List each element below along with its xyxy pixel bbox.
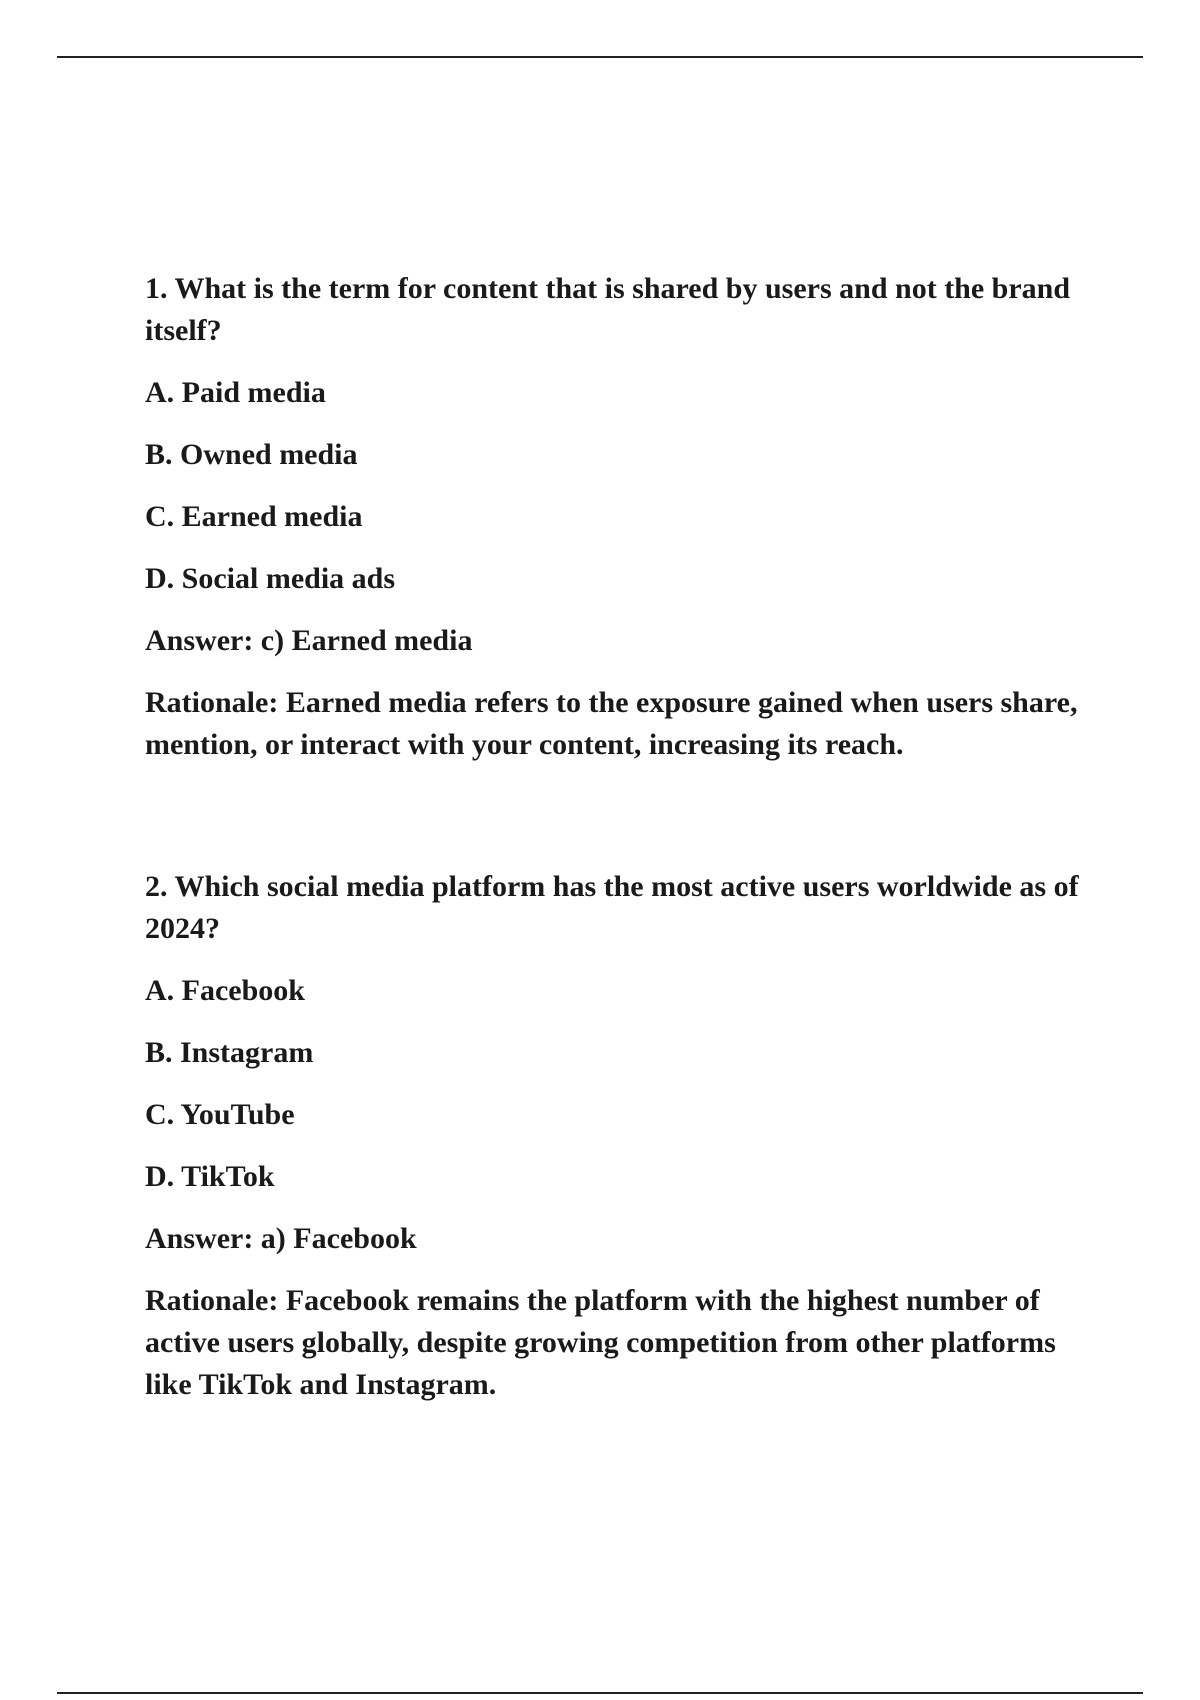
option-a: A. Paid media — [145, 376, 326, 409]
document-body — [145, 268, 1105, 1406]
option-c: C. YouTube — [145, 1098, 295, 1131]
bottom-divider — [57, 1692, 1143, 1694]
question-text: 2. Which social media platform has the most active users worldwide as of 2024? — [145, 870, 1079, 945]
rationale-text: Rationale: Facebook remains the platform with the highest number of active users globally, despite growing competition from other platforms like TikTok and Instagram. — [145, 1284, 1056, 1401]
answer-text: Answer: a) Facebook — [145, 1222, 417, 1255]
question-block-2 — [145, 866, 1105, 1406]
option-b: B. Instagram — [145, 1036, 314, 1069]
question-text: 1. What is the term for content that is shared by users and not the brand itself? — [145, 272, 1071, 347]
option-b: B. Owned media — [145, 438, 358, 471]
rationale-text: Rationale: Earned media refers to the exposure gained when users share, mention, or interact with your content, increasing its reach. — [145, 686, 1078, 761]
option-c: C. Earned media — [145, 500, 363, 533]
option-d: D. TikTok — [145, 1160, 275, 1193]
option-a: A. Facebook — [145, 974, 305, 1007]
answer-text: Answer: c) Earned media — [145, 624, 473, 657]
question-block-1 — [145, 268, 1105, 766]
option-d: D. Social media ads — [145, 562, 396, 595]
top-divider — [57, 56, 1143, 58]
